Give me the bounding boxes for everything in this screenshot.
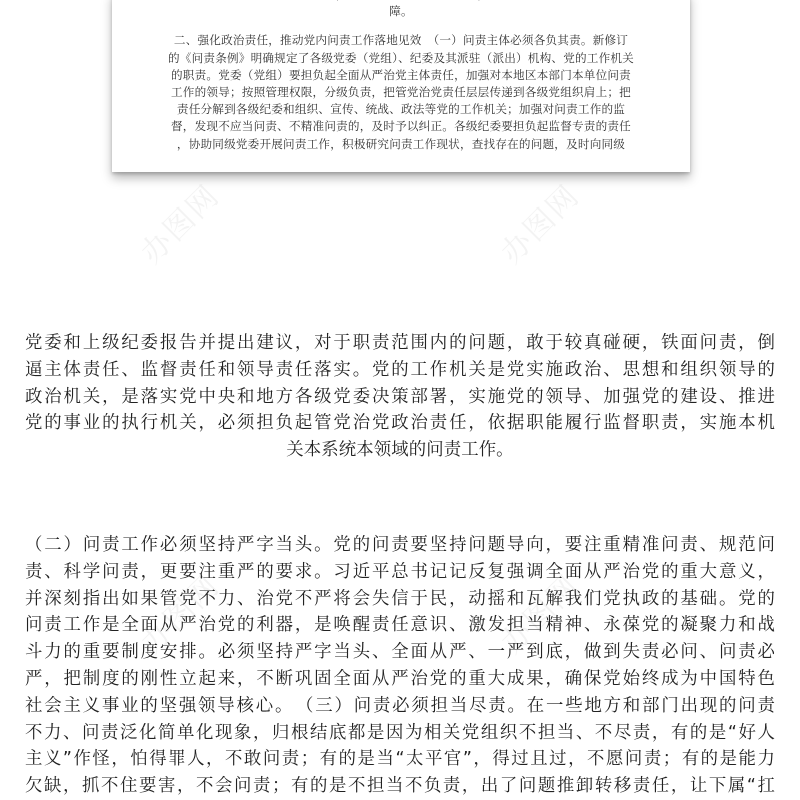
preview-line: 工作的领导；按照管理权限，分级负责，把管党治党责任层层传递到各级党组织肩上；把	[171, 85, 631, 100]
paragraph-line: 政治机关，是落实党中央和地方各级党委决策部署，实施党的领导、加强党的建设、推进	[25, 386, 775, 407]
preview-line: 的职责。党委（党组）要担负起全面从严治党主体责任，加强对本地区本部门本单位问责	[171, 67, 631, 82]
preview-card-text	[112, 0, 690, 153]
preview-line: 障。	[389, 4, 413, 19]
document-preview-card	[112, 0, 690, 172]
watermark: 办图网	[134, 178, 227, 271]
paragraph-line: 问责工作是全面从严治党的利器，是唤醒责任意识、激发担当精神、永葆党的凝聚力和战	[25, 615, 775, 636]
paragraph-line: 社会主义事业的坚强领导核心。 （三）问责必须担当尽责。在一些地方和部门出现的问责	[25, 695, 775, 716]
paragraph-line: 党委和上级纪委报告并提出建议，对于职责范围内的问题，敢于较真碰硬，铁面问责，倒	[25, 333, 775, 353]
preview-line: 二、强化政治责任，推动党内问责工作落地见效 （一）问责主体必须各负其责。新修订	[173, 33, 629, 48]
paragraph-line: 不力、问责泛化简单化现象，归根结底都是因为相关党组织不担当、不尽责，有的是“好人	[25, 722, 775, 743]
preview-line: 责任分解到各级纪委和组织、宣传、统战、政法等党的工作机关；加强对问责工作的监	[176, 102, 626, 117]
paragraph-line: 逼主体责任、监督责任和领导责任落实。党的工作机关是党实施政治、思想和组织领导的	[25, 359, 775, 380]
watermark: 办图网	[134, 568, 227, 661]
body-paragraph-1	[25, 330, 775, 464]
watermark: 办图网	[494, 178, 587, 271]
preview-line: 督，发现不应当问责、不精准问责的，及时予以纠正。各级纪委要担负起监督专责的责任	[171, 119, 631, 134]
preview-line: ，协助同级党委开展问责工作，积极研究问责工作现状，查找存在的问题，及时向同级	[176, 136, 626, 151]
watermark: 办图网	[494, 568, 587, 661]
paragraph-line: 欠缺，抓不住要害，不会问责；有的是不担当不负责，出了问题推卸转移责任，让下属“扛	[25, 776, 775, 797]
body-paragraph-2	[25, 532, 775, 800]
paragraph-line: （二）问责工作必须坚持严字当头。党的问责要坚持问题导向，要注重精准问责、规范问	[25, 535, 775, 555]
paragraph-line: 斗力的重要制度安排。必须坚持严字当头、全面从严、一严到底，做到失责必问、问责必	[25, 642, 775, 663]
paragraph-line: 严，把制度的刚性立起来，不断巩固全面从严治党的重大成果，确保党始终成为中国特色	[25, 668, 775, 689]
paragraph-line: 并深刻指出如果管党不力、治党不严将会失信于民，动摇和瓦解我们党执政的基础。党的	[25, 588, 775, 609]
preview-line: 的《问责条例》明确规定了各级党委（党组）、纪委及其派驻（派出）机构、党的工作机关	[168, 50, 634, 65]
paragraph-line: 党的事业的执行机关，必须担负起管党治党政治责任，依据职能履行监督职责，实施本机	[25, 413, 775, 434]
paragraph-line: 关本系统本领域的问责工作。	[286, 440, 514, 461]
paragraph-line: 主义”作怪，怕得罪人，不敢问责；有的是当“太平官”，得过且过，不愿问责；有的是能力	[25, 749, 775, 770]
paragraph-line: 责、科学问责，更要注重严的要求。习近平总书记记反复强调全面从严治党的重大意义，	[25, 561, 775, 582]
